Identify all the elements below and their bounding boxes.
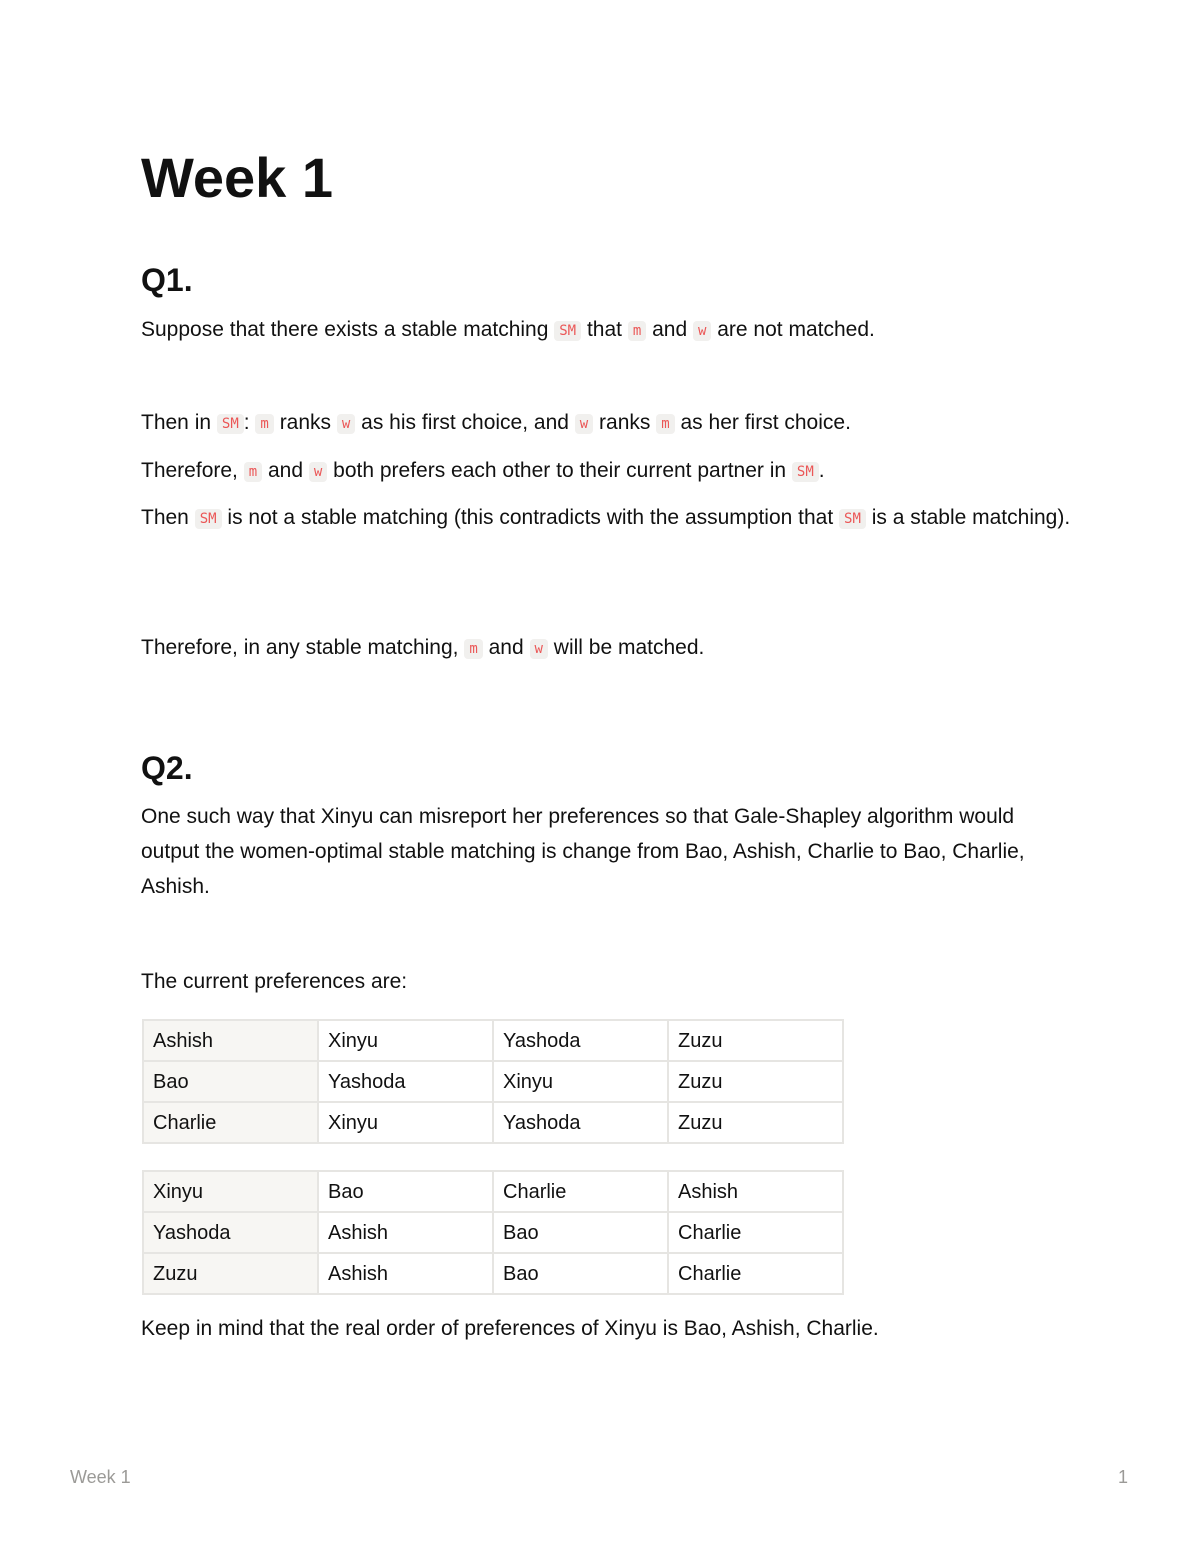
code-sm: SM (792, 462, 819, 482)
code-m: m (656, 414, 674, 434)
code-sm: SM (554, 321, 581, 341)
table-row (143, 1061, 843, 1102)
code-sm: SM (195, 509, 222, 529)
code-m: m (464, 639, 482, 659)
q1-heading: Q1. (141, 262, 193, 298)
table-cell: Yashoda (143, 1212, 318, 1253)
footer-title: Week 1 (70, 1467, 131, 1487)
code-w: w (575, 414, 593, 434)
page-number: 1 (1118, 1467, 1129, 1487)
table-cell: Zuzu (143, 1253, 318, 1294)
table-cell: Charlie (493, 1171, 668, 1212)
table-cell: Xinyu (493, 1061, 668, 1102)
code-w: w (337, 414, 355, 434)
table-cell: Ashish (318, 1253, 493, 1294)
table-row (143, 1212, 843, 1253)
table-cell: Charlie (668, 1212, 843, 1253)
table-cell: Zuzu (668, 1020, 843, 1061)
code-m: m (255, 414, 273, 434)
table-cell: Zuzu (668, 1061, 843, 1102)
code-m: m (628, 321, 646, 341)
code-w: w (309, 462, 327, 482)
code-m: m (244, 462, 262, 482)
table-cell: Bao (493, 1253, 668, 1294)
code-w: w (693, 321, 711, 341)
q1-paragraph-1: Suppose that there exists a stable matching SM that m and w are not matched. (141, 318, 875, 341)
table-row (143, 1253, 843, 1294)
q2-paragraph-1: One such way that Xinyu can misreport her preferences so that Gale-Shapley algorithm would output the women-optimal stable matching is change from Bao, Ashish, Charlie to Bao, Charlie, Ashish. (141, 805, 1025, 898)
table-row (143, 1102, 843, 1143)
code-sm: SM (839, 509, 866, 529)
table-cell: Ashish (143, 1020, 318, 1061)
table-cell: Bao (143, 1061, 318, 1102)
table-cell: Xinyu (143, 1171, 318, 1212)
table-cell: Ashish (668, 1171, 843, 1212)
q1-paragraph-5: Therefore, in any stable matching, m and w will be matched. (141, 636, 705, 659)
q1-paragraph-3: Therefore, m and w both prefers each other to their current partner in SM . (141, 459, 825, 482)
page-title: Week 1 (141, 146, 333, 209)
code-w: w (530, 639, 548, 659)
table-cell: Zuzu (668, 1102, 843, 1143)
table-cell: Xinyu (318, 1102, 493, 1143)
q2-paragraph-3: Keep in mind that the real order of preferences of Xinyu is Bao, Ashish, Charlie. (141, 1317, 879, 1340)
women-preferences-table (142, 1170, 844, 1295)
table-row (143, 1020, 843, 1061)
table-cell: Yashoda (318, 1061, 493, 1102)
table-row (143, 1171, 843, 1212)
men-preferences-table (142, 1019, 844, 1144)
table-cell: Bao (493, 1212, 668, 1253)
table-cell: Ashish (318, 1212, 493, 1253)
table-cell: Charlie (143, 1102, 318, 1143)
table-cell: Charlie (668, 1253, 843, 1294)
q2-heading: Q2. (141, 750, 193, 786)
q1-paragraph-2: Then in SM : m ranks w as his first choice, and w ranks m as her first choice. (141, 411, 851, 434)
q1-paragraph-4: Then SM is not a stable matching (this contradicts with the assumption that SM is a stable matching). (141, 506, 1071, 529)
code-sm: SM (217, 414, 244, 434)
table-cell: Yashoda (493, 1020, 668, 1061)
q2-paragraph-2: The current preferences are: (141, 970, 408, 993)
table-cell: Bao (318, 1171, 493, 1212)
table-cell: Xinyu (318, 1020, 493, 1061)
table-cell: Yashoda (493, 1102, 668, 1143)
